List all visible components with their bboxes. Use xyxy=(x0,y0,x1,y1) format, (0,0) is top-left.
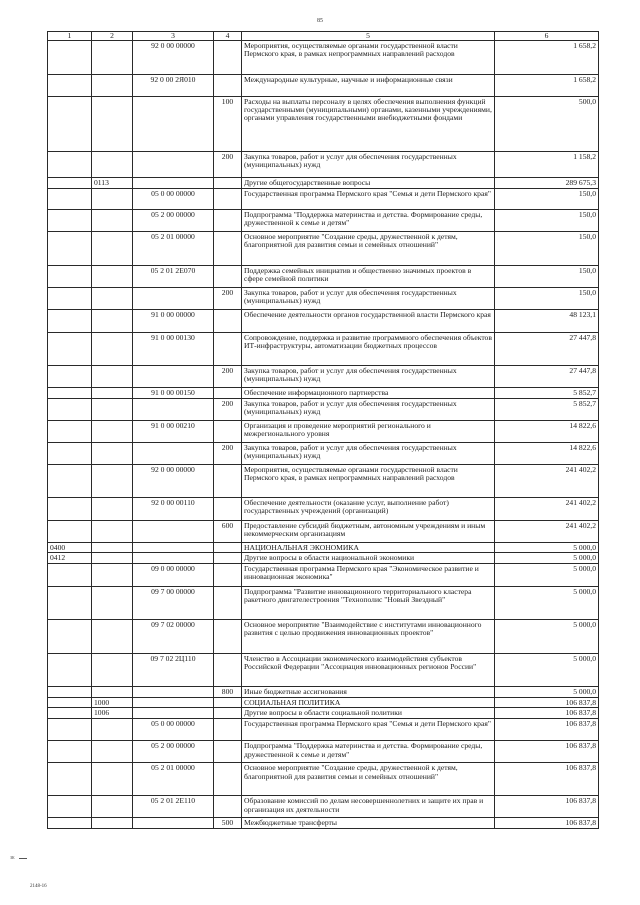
cell-expense-type-code: 200 xyxy=(214,443,242,465)
table-row xyxy=(48,75,599,97)
cell-expense-type-code: 200 xyxy=(214,152,242,178)
cell-target-article-code xyxy=(133,399,214,421)
cell-section-code xyxy=(48,818,92,829)
cell-target-article-code xyxy=(133,97,214,152)
cell-description: Закупка товаров, работ и услуг для обеспечения государственных (муниципальных) нужд xyxy=(242,399,495,421)
cell-section-code xyxy=(48,189,92,210)
cell-subsection-code xyxy=(92,741,133,763)
cell-subsection-code: 1000 xyxy=(92,698,133,708)
cell-amount: 150,0 xyxy=(495,288,599,310)
cell-section-code xyxy=(48,708,92,719)
cell-section-code xyxy=(48,210,92,232)
cell-description: Иные бюджетные ассигнования xyxy=(242,687,495,698)
cell-expense-type-code xyxy=(214,189,242,210)
table-row xyxy=(48,288,599,310)
cell-subsection-code xyxy=(92,232,133,266)
cell-description: Мероприятия, осуществляемые органами государственной власти Пермского края, в рамках непрограммных направлений расходов xyxy=(242,465,495,498)
cell-subsection-code xyxy=(92,465,133,498)
cell-description: Государственная программа Пермского края "Семья и дети Пермского края" xyxy=(242,719,495,741)
cell-description: Другие вопросы в области социальной политики xyxy=(242,708,495,719)
cell-subsection-code xyxy=(92,97,133,152)
cell-description: Образование комиссий по делам несовершеннолетних и защите их прав и организация их деятельности xyxy=(242,796,495,818)
table-row xyxy=(48,465,599,498)
cell-target-article-code: 92 0 00 00110 xyxy=(133,498,214,521)
cell-expense-type-code xyxy=(214,543,242,553)
cell-section-code: 0412 xyxy=(48,553,92,564)
cell-subsection-code xyxy=(92,564,133,587)
cell-expense-type-code xyxy=(214,465,242,498)
table-row xyxy=(48,708,599,719)
cell-target-article-code: 91 0 00 00150 xyxy=(133,388,214,399)
cell-subsection-code xyxy=(92,152,133,178)
cell-target-article-code: 05 0 00 00000 xyxy=(133,189,214,210)
table-row xyxy=(48,818,599,829)
table-row xyxy=(48,366,599,388)
cell-expense-type-code xyxy=(214,75,242,97)
cell-section-code xyxy=(48,178,92,189)
cell-target-article-code xyxy=(133,698,214,708)
cell-expense-type-code: 800 xyxy=(214,687,242,698)
cell-target-article-code xyxy=(133,708,214,719)
cell-expense-type-code xyxy=(214,333,242,366)
cell-target-article-code: 05 0 00 00000 xyxy=(133,719,214,741)
cell-amount: 48 123,1 xyxy=(495,310,599,333)
cell-subsection-code xyxy=(92,421,133,443)
cell-subsection-code xyxy=(92,399,133,421)
table-row xyxy=(48,210,599,232)
cell-section-code xyxy=(48,465,92,498)
cell-amount: 106 837,8 xyxy=(495,818,599,829)
cell-target-article-code: 05 2 00 00000 xyxy=(133,210,214,232)
cell-target-article-code xyxy=(133,687,214,698)
cell-amount: 5 000,0 xyxy=(495,587,599,620)
header-col-5: 5 xyxy=(242,32,495,41)
table-row xyxy=(48,498,599,521)
cell-subsection-code xyxy=(92,388,133,399)
cell-subsection-code xyxy=(92,266,133,288)
cell-subsection-code xyxy=(92,796,133,818)
cell-section-code xyxy=(48,587,92,620)
cell-subsection-code xyxy=(92,818,133,829)
cell-section-code xyxy=(48,763,92,796)
cell-amount: 5 000,0 xyxy=(495,543,599,553)
cell-subsection-code xyxy=(92,543,133,553)
table-row xyxy=(48,687,599,698)
cell-description: Расходы на выплаты персоналу в целях обеспечения выполнения функций государственными (муниципальными) органами, казенными учреждениями, органами управления государственными внебюджетными фондами xyxy=(242,97,495,152)
cell-description: Другие общегосударственные вопросы xyxy=(242,178,495,189)
cell-subsection-code xyxy=(92,553,133,564)
cell-subsection-code xyxy=(92,189,133,210)
cell-subsection-code: 0113 xyxy=(92,178,133,189)
cell-description: СОЦИАЛЬНАЯ ПОЛИТИКА xyxy=(242,698,495,708)
cell-subsection-code xyxy=(92,41,133,75)
cell-subsection-code xyxy=(92,654,133,687)
cell-subsection-code xyxy=(92,366,133,388)
table-row xyxy=(48,719,599,741)
cell-target-article-code: 92 0 00 2Я010 xyxy=(133,75,214,97)
table-row xyxy=(48,189,599,210)
cell-amount: 14 822,6 xyxy=(495,421,599,443)
header-col-3: 3 xyxy=(133,32,214,41)
page-number: 85 xyxy=(317,18,323,24)
table-row xyxy=(48,266,599,288)
table-row xyxy=(48,620,599,654)
cell-subsection-code xyxy=(92,310,133,333)
cell-subsection-code xyxy=(92,763,133,796)
cell-subsection-code xyxy=(92,587,133,620)
cell-amount: 5 852,7 xyxy=(495,399,599,421)
cell-description: Сопровождение, поддержка и развитие программного обеспечения объектов ИТ-инфраструктуры, автоматизации бюджетных процессов xyxy=(242,333,495,366)
cell-description: Поддержка семейных инициатив и общественно значимых проектов в сфере семейной политики xyxy=(242,266,495,288)
cell-description: Подпрограмма "Развитие инновационного территориального кластера ракетного двигателестроения "Технополис "Новый Звездный" xyxy=(242,587,495,620)
cell-section-code xyxy=(48,521,92,543)
cell-amount: 106 837,8 xyxy=(495,708,599,719)
table-row xyxy=(48,796,599,818)
cell-expense-type-code xyxy=(214,587,242,620)
cell-target-article-code xyxy=(133,152,214,178)
cell-section-code xyxy=(48,310,92,333)
header-col-2: 2 xyxy=(92,32,133,41)
cell-target-article-code: 09 7 00 00000 xyxy=(133,587,214,620)
table-row xyxy=(48,178,599,189)
cell-amount: 106 837,8 xyxy=(495,698,599,708)
cell-target-article-code: 05 2 01 2Е070 xyxy=(133,266,214,288)
table-row xyxy=(48,654,599,687)
cell-section-code xyxy=(48,41,92,75)
cell-target-article-code xyxy=(133,288,214,310)
cell-target-article-code: 09 7 02 00000 xyxy=(133,620,214,654)
cell-target-article-code: 09 7 02 2Ц110 xyxy=(133,654,214,687)
cell-amount: 5 000,0 xyxy=(495,687,599,698)
cell-expense-type-code xyxy=(214,41,242,75)
cell-expense-type-code xyxy=(214,763,242,796)
cell-description: Обеспечение деятельности (оказание услуг, выполнение работ) государственных учреждений (организаций) xyxy=(242,498,495,521)
cell-section-code xyxy=(48,152,92,178)
cell-description: Основное мероприятие "Создание среды, дружественной к детям, благоприятной для развития семьи и семейных отношений" xyxy=(242,232,495,266)
cell-amount: 289 675,3 xyxy=(495,178,599,189)
cell-subsection-code xyxy=(92,620,133,654)
table-row xyxy=(48,41,599,75)
cell-description: Организация и проведение мероприятий регионального и межрегионального уровня xyxy=(242,421,495,443)
cell-target-article-code xyxy=(133,543,214,553)
cell-expense-type-code xyxy=(214,210,242,232)
cell-expense-type-code xyxy=(214,388,242,399)
table-row xyxy=(48,443,599,465)
cell-section-code xyxy=(48,443,92,465)
cell-expense-type-code xyxy=(214,796,242,818)
cell-description: Закупка товаров, работ и услуг для обеспечения государственных (муниципальных) нужд xyxy=(242,152,495,178)
cell-description: Членство в Ассоциации экономического взаимодействия субъектов Российской Федерации "Ассоциация инновационных регионов России" xyxy=(242,654,495,687)
table-body xyxy=(48,41,599,829)
cell-section-code xyxy=(48,333,92,366)
cell-amount: 5 000,0 xyxy=(495,553,599,564)
table-row xyxy=(48,333,599,366)
side-dash xyxy=(19,858,27,859)
cell-target-article-code: 91 0 00 00000 xyxy=(133,310,214,333)
cell-section-code xyxy=(48,620,92,654)
cell-subsection-code: 1006 xyxy=(92,708,133,719)
cell-expense-type-code xyxy=(214,178,242,189)
cell-amount: 1 658,2 xyxy=(495,75,599,97)
cell-target-article-code xyxy=(133,553,214,564)
header-col-1: 1 xyxy=(48,32,92,41)
table-row xyxy=(48,421,599,443)
header-col-6: 6 xyxy=(495,32,599,41)
cell-subsection-code xyxy=(92,719,133,741)
cell-target-article-code xyxy=(133,443,214,465)
cell-description: Государственная программа Пермского края "Семья и дети Пермского края" xyxy=(242,189,495,210)
cell-description: Международные культурные, научные и информационные связи xyxy=(242,75,495,97)
footer-code: 2148-16 xyxy=(30,884,47,889)
cell-target-article-code: 05 2 01 00000 xyxy=(133,763,214,796)
cell-amount: 150,0 xyxy=(495,189,599,210)
header-col-4: 4 xyxy=(214,32,242,41)
cell-description: Подпрограмма "Поддержка материнства и детства. Формирование среды, дружественной к семье и детям" xyxy=(242,741,495,763)
cell-section-code xyxy=(48,388,92,399)
cell-section-code xyxy=(48,741,92,763)
cell-expense-type-code xyxy=(214,421,242,443)
cell-target-article-code: 91 0 00 00130 xyxy=(133,333,214,366)
cell-section-code xyxy=(48,796,92,818)
table-row xyxy=(48,698,599,708)
cell-subsection-code xyxy=(92,75,133,97)
cell-section-code xyxy=(48,698,92,708)
cell-description: Другие вопросы в области национальной экономики xyxy=(242,553,495,564)
cell-section-code xyxy=(48,232,92,266)
table-row xyxy=(48,97,599,152)
cell-target-article-code xyxy=(133,521,214,543)
cell-expense-type-code xyxy=(214,620,242,654)
cell-section-code xyxy=(48,564,92,587)
cell-target-article-code: 91 0 00 00210 xyxy=(133,421,214,443)
cell-subsection-code xyxy=(92,210,133,232)
header-row xyxy=(48,32,599,41)
cell-description: Закупка товаров, работ и услуг для обеспечения государственных (муниципальных) нужд xyxy=(242,366,495,388)
cell-description: Закупка товаров, работ и услуг для обеспечения государственных (муниципальных) нужд xyxy=(242,443,495,465)
table-row xyxy=(48,521,599,543)
cell-amount: 106 837,8 xyxy=(495,719,599,741)
cell-description: Закупка товаров, работ и услуг для обеспечения государственных (муниципальных) нужд xyxy=(242,288,495,310)
cell-target-article-code xyxy=(133,178,214,189)
table-row xyxy=(48,310,599,333)
cell-amount: 150,0 xyxy=(495,266,599,288)
side-mark: ЗК xyxy=(10,855,15,860)
cell-subsection-code xyxy=(92,333,133,366)
cell-description: НАЦИОНАЛЬНАЯ ЭКОНОМИКА xyxy=(242,543,495,553)
cell-amount: 1 158,2 xyxy=(495,152,599,178)
cell-section-code: 0400 xyxy=(48,543,92,553)
cell-amount: 500,0 xyxy=(495,97,599,152)
cell-section-code xyxy=(48,288,92,310)
cell-amount: 5 852,7 xyxy=(495,388,599,399)
cell-expense-type-code xyxy=(214,564,242,587)
cell-target-article-code: 92 0 00 00000 xyxy=(133,41,214,75)
cell-expense-type-code xyxy=(214,719,242,741)
cell-description: Обеспечение информационного партнерства xyxy=(242,388,495,399)
cell-section-code xyxy=(48,75,92,97)
cell-amount: 27 447,8 xyxy=(495,333,599,366)
cell-description: Мероприятия, осуществляемые органами государственной власти Пермского края, в рамках непрограммных направлений расходов xyxy=(242,41,495,75)
cell-amount: 5 000,0 xyxy=(495,564,599,587)
cell-target-article-code xyxy=(133,366,214,388)
cell-description: Подпрограмма "Поддержка материнства и детства. Формирование среды, дружественной к семье и детям" xyxy=(242,210,495,232)
cell-expense-type-code: 200 xyxy=(214,399,242,421)
cell-subsection-code xyxy=(92,443,133,465)
budget-table xyxy=(47,31,599,829)
cell-section-code xyxy=(48,399,92,421)
table-row xyxy=(48,587,599,620)
cell-amount: 14 822,6 xyxy=(495,443,599,465)
cell-amount: 5 000,0 xyxy=(495,654,599,687)
cell-target-article-code: 05 2 01 00000 xyxy=(133,232,214,266)
cell-subsection-code xyxy=(92,498,133,521)
cell-description: Основное мероприятие "Взаимодействие с институтами инновационного развития с целью продвижения инновационных проектов" xyxy=(242,620,495,654)
cell-target-article-code: 05 2 00 00000 xyxy=(133,741,214,763)
table-row xyxy=(48,763,599,796)
table-row xyxy=(48,388,599,399)
cell-description: Основное мероприятие "Создание среды, дружественной к детям, благоприятной для развития семьи и семейных отношений" xyxy=(242,763,495,796)
cell-section-code xyxy=(48,266,92,288)
cell-amount: 106 837,8 xyxy=(495,796,599,818)
table-row xyxy=(48,553,599,564)
cell-amount: 1 658,2 xyxy=(495,41,599,75)
cell-amount: 241 402,2 xyxy=(495,521,599,543)
cell-section-code xyxy=(48,366,92,388)
cell-target-article-code xyxy=(133,818,214,829)
cell-expense-type-code xyxy=(214,708,242,719)
cell-section-code xyxy=(48,687,92,698)
cell-subsection-code xyxy=(92,687,133,698)
cell-amount: 27 447,8 xyxy=(495,366,599,388)
cell-section-code xyxy=(48,654,92,687)
cell-expense-type-code xyxy=(214,654,242,687)
table-row xyxy=(48,543,599,553)
cell-expense-type-code xyxy=(214,698,242,708)
cell-section-code xyxy=(48,97,92,152)
cell-expense-type-code xyxy=(214,232,242,266)
cell-amount: 241 402,2 xyxy=(495,498,599,521)
cell-description: Обеспечение деятельности органов государственной власти Пермского края xyxy=(242,310,495,333)
cell-amount: 5 000,0 xyxy=(495,620,599,654)
table-row xyxy=(48,232,599,266)
cell-expense-type-code xyxy=(214,741,242,763)
table-row xyxy=(48,399,599,421)
cell-amount: 106 837,8 xyxy=(495,741,599,763)
table-row xyxy=(48,741,599,763)
cell-expense-type-code xyxy=(214,498,242,521)
cell-expense-type-code: 500 xyxy=(214,818,242,829)
table-row xyxy=(48,152,599,178)
cell-amount: 241 402,2 xyxy=(495,465,599,498)
cell-description: Предоставление субсидий бюджетным, автономным учреждениям и иным некоммерческим организациям xyxy=(242,521,495,543)
cell-amount: 106 837,8 xyxy=(495,763,599,796)
cell-subsection-code xyxy=(92,521,133,543)
cell-expense-type-code: 600 xyxy=(214,521,242,543)
cell-description: Государственная программа Пермского края "Экономическое развитие и инновационная экономика" xyxy=(242,564,495,587)
cell-target-article-code: 05 2 01 2Е110 xyxy=(133,796,214,818)
cell-expense-type-code xyxy=(214,310,242,333)
cell-expense-type-code: 200 xyxy=(214,366,242,388)
cell-description: Межбюджетные трансферты xyxy=(242,818,495,829)
cell-subsection-code xyxy=(92,288,133,310)
cell-expense-type-code xyxy=(214,266,242,288)
cell-target-article-code: 92 0 00 00000 xyxy=(133,465,214,498)
cell-expense-type-code: 100 xyxy=(214,97,242,152)
table-row xyxy=(48,564,599,587)
cell-amount: 150,0 xyxy=(495,232,599,266)
cell-section-code xyxy=(48,421,92,443)
cell-section-code xyxy=(48,719,92,741)
cell-target-article-code: 09 0 00 00000 xyxy=(133,564,214,587)
cell-section-code xyxy=(48,498,92,521)
cell-expense-type-code: 200 xyxy=(214,288,242,310)
cell-amount: 150,0 xyxy=(495,210,599,232)
cell-expense-type-code xyxy=(214,553,242,564)
